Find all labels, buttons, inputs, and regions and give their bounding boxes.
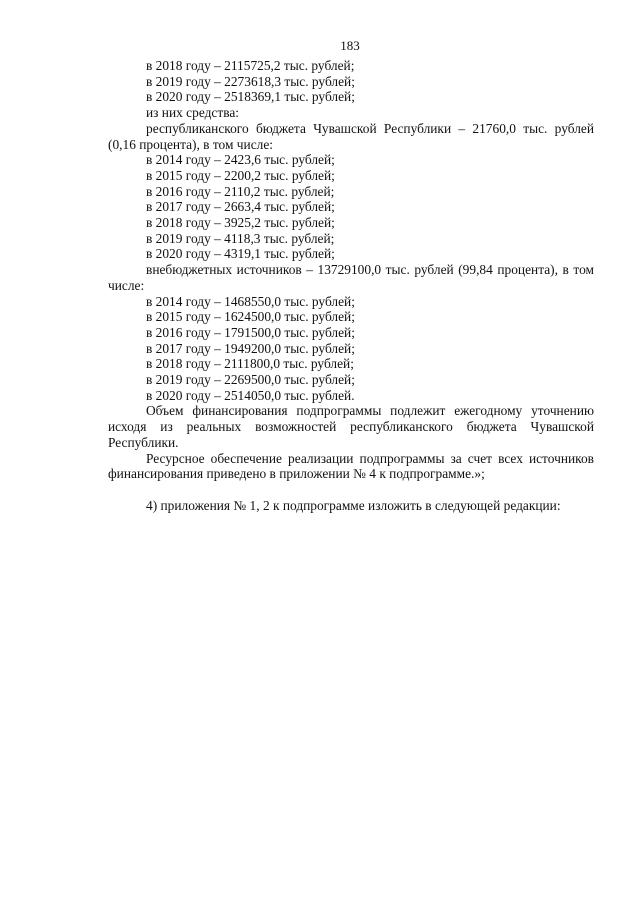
funding-paragraph: Объем финансирования подпрограммы подлежит ежегодному уточнению исходя из реальных возможностей республиканского бюджета Чувашской Республики. — [108, 403, 594, 450]
republic-year-line: в 2016 году – 2110,2 тыс. рублей; — [146, 183, 335, 199]
extrabudget-year-line: в 2015 году – 1624500,0 тыс. рублей; — [146, 309, 355, 325]
extrabudget-year-line: в 2019 году – 2269500,0 тыс. рублей; — [146, 372, 355, 388]
text-line: в 2019 году – 2273618,3 тыс. рублей; — [146, 73, 355, 89]
extrabudget-year-line: в 2018 году – 2111800,0 тыс. рублей; — [146, 356, 354, 372]
extrabudget-year-line: в 2016 году – 1791500,0 тыс. рублей; — [146, 324, 355, 340]
text-line: из них средства: — [146, 105, 240, 121]
paragraph-spacer — [108, 482, 594, 498]
extrabudget-year-line: в 2020 году – 2514050,0 тыс. рублей. — [146, 387, 355, 403]
republic-year-line: в 2020 году – 4319,1 тыс. рублей; — [146, 246, 335, 262]
extrabudget-year-line: в 2014 году – 1468550,0 тыс. рублей; — [146, 293, 355, 309]
extrabudget-paragraph: внебюджетных источников – 13729100,0 тыс. рублей (99,84 процента), в том числе: — [108, 262, 594, 293]
document-body — [108, 58, 594, 514]
republic-year-line: в 2018 году – 3925,2 тыс. рублей; — [146, 215, 335, 231]
republic-budget-paragraph: республиканского бюджета Чувашской Республики – 21760,0 тыс. рублей (0,16 процента), в том числе: — [108, 120, 594, 152]
appendix-paragraph: 4) приложения № 1, 2 к подпрограмме изложить в следующей редакции: — [146, 497, 561, 513]
text-line: в 2020 году – 2518369,1 тыс. рублей; — [146, 89, 355, 105]
republic-year-line: в 2017 году – 2663,4 тыс. рублей; — [146, 199, 335, 215]
resource-paragraph: Ресурсное обеспечение реализации подпрограммы за счет всех источников финансирования приведено в приложении № 4 к подпрограмме.»; — [108, 450, 594, 482]
republic-year-line: в 2019 году – 4118,3 тыс. рублей; — [146, 230, 335, 246]
republic-year-line: в 2015 году – 2200,2 тыс. рублей; — [146, 167, 335, 183]
page-number: 183 — [340, 38, 360, 53]
republic-year-line: в 2014 году – 2423,6 тыс. рублей; — [146, 152, 335, 168]
extrabudget-year-line: в 2017 году – 1949200,0 тыс. рублей; — [146, 340, 355, 356]
text-line: в 2018 году – 2115725,2 тыс. рублей; — [146, 58, 355, 73]
